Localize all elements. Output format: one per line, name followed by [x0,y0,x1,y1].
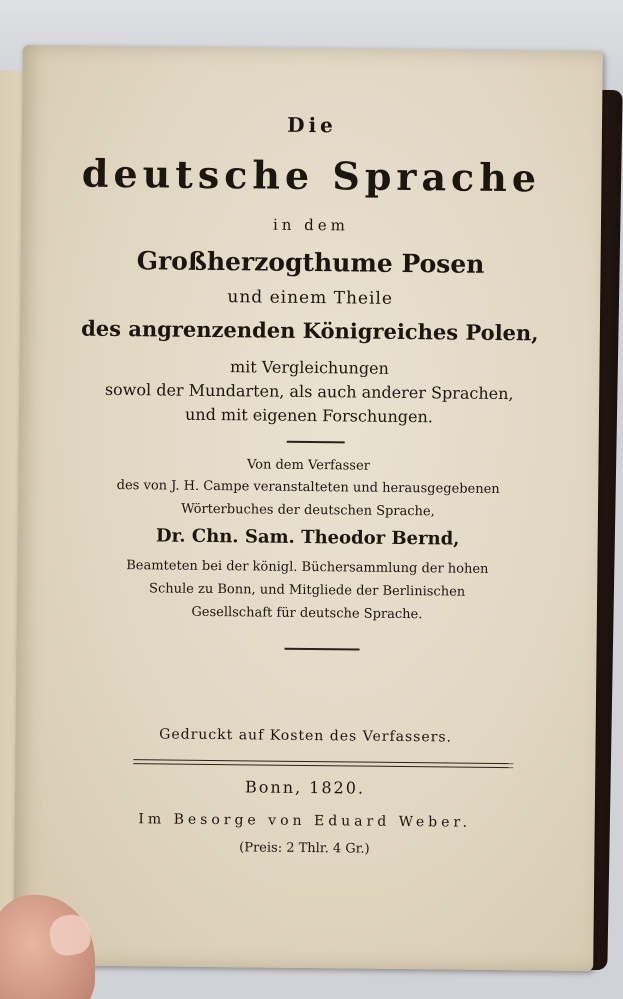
price-line: (Preis: 2 Thlr. 4 Gr.) [239,840,370,857]
author-name: Dr. Chn. Sam. Theodor Bernd, [155,525,460,550]
divider-1 [287,441,345,444]
main-title: deutsche Sprache [81,150,542,201]
title-line-8: sowol der Mundarten, als auch anderer Sprachen, [104,379,514,404]
title-line-1: Die [287,112,337,138]
title-line-7: mit Vergleichungen [229,357,389,378]
title-line-3: in dem [272,215,350,235]
title-line-5: und einem Theile [227,287,394,309]
title-page [13,45,603,971]
title-line-6: des angrenzenden Königreiches Polen, [81,315,539,346]
author-line-3: Wörterbuches der deutschen Sprache, [181,501,435,520]
divider-2 [285,648,360,651]
author-line-7: Gesellschaft für deutsche Sprache. [191,604,423,623]
title-line-9: und mit eigenen Forschungen. [184,404,434,427]
author-line-2: des von J. H. Campe veranstalteten und herausgegebenen [116,477,500,498]
publisher-line: Im Besorge von Eduard Weber. [138,811,472,831]
title-line-4: Großherzogthume Posen [136,246,485,279]
author-line-5: Beamteten bei der königl. Büchersammlung der hohen [126,558,489,577]
printing-note: Gedruckt auf Kosten des Verfassers. [159,726,453,746]
imprint-place-year: Bonn, 1820. [244,777,366,798]
author-line-1: Von dem Verfasser [246,457,370,474]
author-line-6: Schule zu Bonn, und Mitgliede der Berlinischen [149,581,466,600]
imprint-divider [133,759,513,768]
